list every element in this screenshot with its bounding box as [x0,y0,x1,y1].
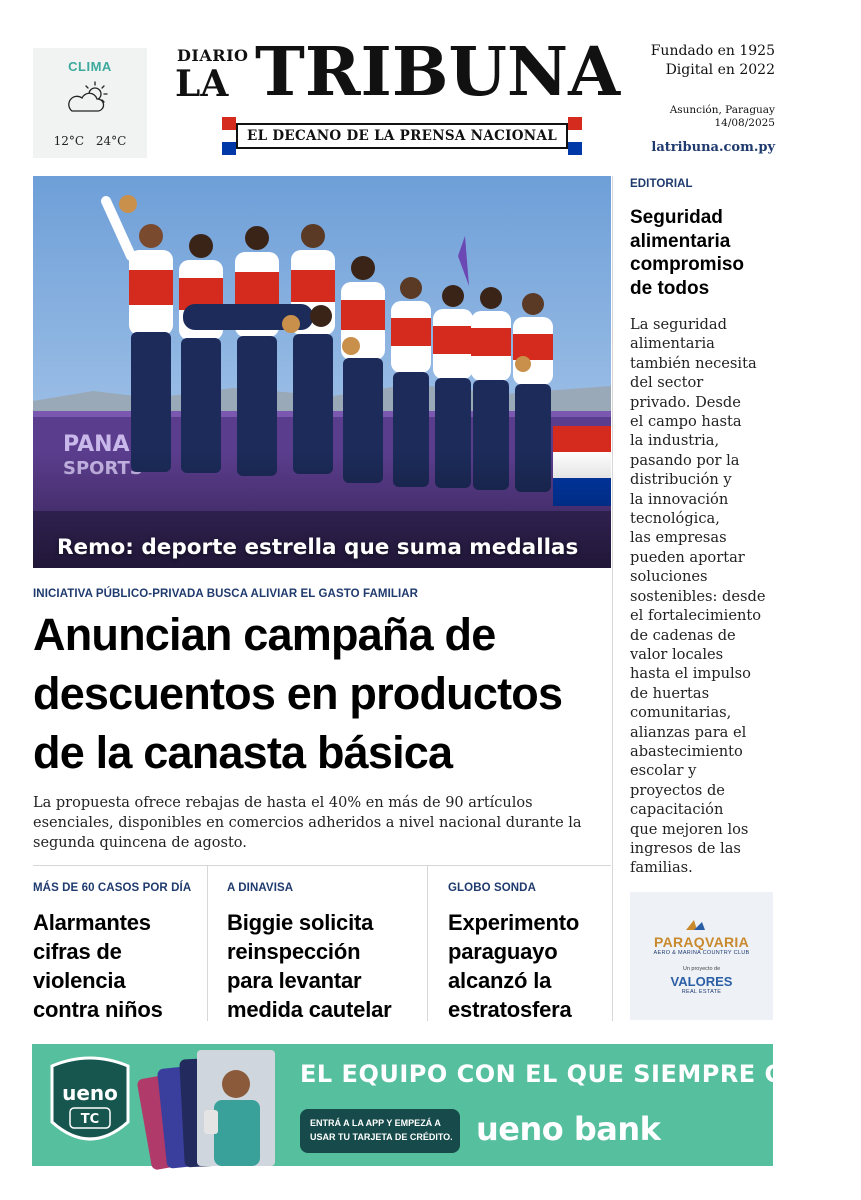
headline-line: Seguridad [630,207,723,228]
headline-line: compromiso [630,254,745,275]
body-line: privado. Desde [630,393,741,411]
body-line: valor locales [630,645,724,663]
ueno-ad-artwork [32,1044,292,1166]
digital-year: Digital en 2022 [665,62,775,78]
valores-brand: VALORES [670,973,733,989]
hero-photo[interactable] [33,176,611,568]
edition-info [670,104,775,130]
body-line: también necesita [630,354,757,372]
body-line: sostenibles: desde [630,587,766,605]
paraqvaria-brand: PARAQVARIA [653,933,750,950]
masthead-slogan: EL DECANO DE LA PRENSA NACIONAL [236,123,568,149]
lead-headline-line: de la canasta básica [33,727,453,778]
body-line: capacitación [630,801,724,819]
headline-line: alcanzó la [448,968,552,993]
headline-line: cifras de [33,939,122,964]
body-line: comunitarias, [630,704,732,722]
body-line: el fortalecimiento [630,607,762,625]
body-line: pueden aportar [630,548,745,566]
weather-widget [33,48,147,158]
body-line: de huertas [630,684,710,702]
body-line: la innovación [630,490,729,508]
body-line: del sector [630,374,704,392]
valores-subtitle: REAL ESTATE [681,988,722,995]
ueno-cta-button[interactable] [300,1109,460,1153]
body-line: que mejoren los [630,820,749,838]
lead-kicker: INICIATIVA PÚBLICO-PRIVADA BUSCA ALIVIAR EL GASTO FAMILIAR [33,588,419,600]
body-line: abastecimiento [630,742,743,760]
headline-line: Alarmantes [33,910,151,935]
ad-project-label: Un proyecto de [682,965,721,972]
sidebar-divider [612,176,613,1021]
badge-ueno-text: ueno [62,1081,118,1105]
story-headline [448,908,579,1024]
flag-left [222,117,236,155]
masthead-slogan-bar [222,117,582,155]
body-line: soluciones [630,568,708,586]
headline-line: contra niños [33,997,163,1022]
masthead-prefix-bottom: LA [175,63,229,105]
headline-line: violencia [33,968,126,993]
body-line: alimentaria [630,335,715,353]
column-divider [427,866,428,1021]
partly-cloudy-icon [66,80,114,116]
website-link[interactable]: latribuna.com.py [651,140,775,155]
story-card-biggie[interactable] [227,866,422,1021]
rowing-team-photo [33,176,611,568]
story-headline [227,908,392,1024]
body-line: distribución y [630,471,732,489]
story-headline [33,908,163,1024]
lead-headline[interactable] [33,605,608,782]
headline-line: paraguayo [448,939,558,964]
masthead-prefix-top: DIARIO [177,46,249,65]
cta-line: USAR TU TARJETA DE CRÉDITO. [310,1132,453,1142]
body-line: el campo hasta [630,413,742,431]
body-line: La seguridad [630,316,727,333]
body-line: de cadenas de [630,626,736,644]
body-line: las empresas [630,529,727,547]
hero-caption[interactable]: Remo: deporte estrella que suma medallas [57,535,579,560]
body-line: pasando por la [630,451,740,469]
story-card-balloon[interactable] [448,866,608,1021]
editorial-kicker: EDITORIAL [630,178,693,190]
headline-line: estratosfera [448,997,572,1022]
body-line: proyectos de [630,781,725,799]
masthead-logo[interactable] [175,32,630,160]
body-line: escolar y [630,762,697,780]
editorial-headline[interactable] [630,206,780,300]
credit-cards-image [136,1050,275,1171]
body-line: familias. [630,859,693,877]
headline-line: Experimento [448,910,580,935]
temp-max: 24°C [95,134,127,148]
lead-summary: La propuesta ofrece rebajas de hasta el 40% en más de 90 artículos esenciales, disponibles en comercios adheridos a nivel nacional durante la segunda quincena de agosto. [33,795,582,851]
flag-right [568,117,582,155]
headline-line: para levantar [227,968,362,993]
weather-temps [33,134,147,148]
ueno-headline: EL EQUIPO CON EL QUE SIEMPRE GANÁS [300,1060,861,1088]
headline-line: medida cautelar [227,997,392,1022]
body-line: alianzas para el [630,723,747,741]
founded-year: Fundado en 1925 [650,43,775,59]
founded-info [651,42,775,80]
story-card-violence[interactable] [33,866,208,1021]
edition-date: 14/08/2025 [714,117,775,129]
column-divider [207,866,208,1021]
body-line: tecnológica, [630,510,720,528]
headline-line: de todos [630,277,710,299]
ueno-bank-logo: ueno bank [476,1110,661,1148]
headline-line: Biggie solicita [227,910,374,935]
lead-headline-line: Anuncian campaña de [33,609,496,660]
body-line: la industria, [630,432,720,450]
paraqvaria-logo-icon [684,918,720,932]
masthead-name: TRIBUNA [255,32,621,111]
body-line: hasta el impulso [630,665,751,683]
story-kicker: GLOBO SONDA [448,882,536,894]
story-kicker: MÁS DE 60 CASOS POR DÍA [33,882,192,894]
edition-city: Asunción, Paraguay [669,104,775,116]
lead-headline-line: descuentos en productos [33,668,563,719]
badge-tc-text: TC [80,1112,100,1127]
cta-line: ENTRÁ A LA APP Y EMPEZÁ A [310,1118,441,1128]
editorial-body [630,315,780,878]
body-line: ingresos de las [630,839,741,857]
paraqvaria-ad[interactable] [630,892,773,1020]
ueno-bank-ad[interactable] [32,1044,861,1166]
paraqvaria-subtitle: AERO & MARINA COUNTRY CLUB [653,949,750,956]
weather-label: CLIMA [68,59,112,74]
temp-min: 12°C [53,134,85,148]
headline-line: reinspección [227,939,361,964]
headline-line: alimentaria [630,230,731,252]
story-kicker: A DINAVISA [227,882,294,894]
